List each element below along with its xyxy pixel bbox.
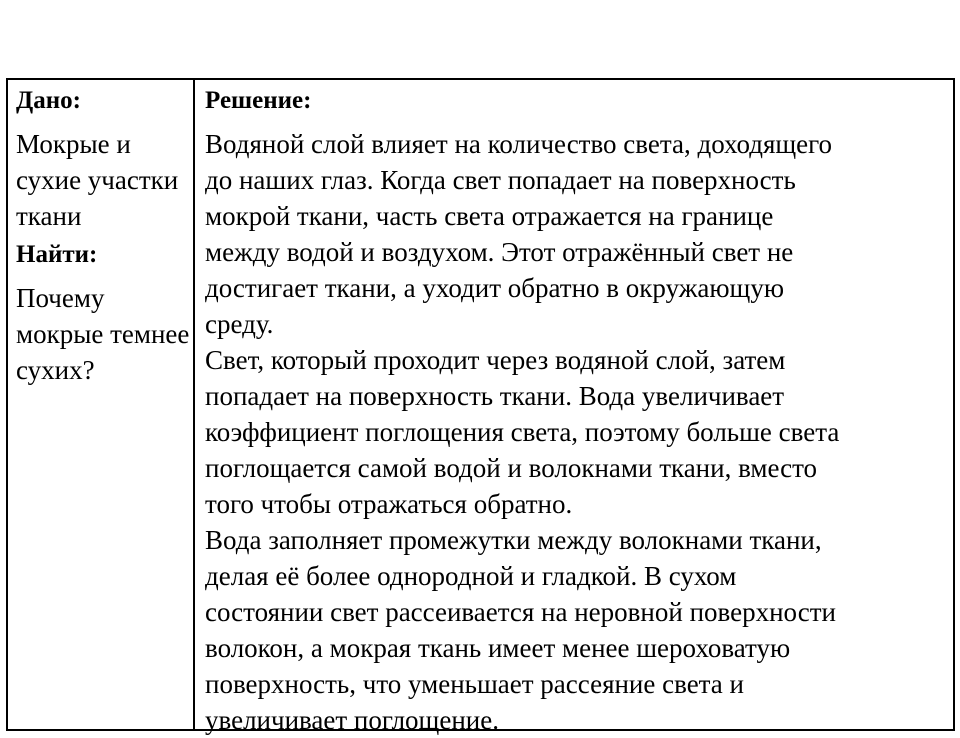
solution-paragraph: Вода заполняет промежутки между волокнами ткани, делая её более однородной и гладкой. В сухом состоянии свет рассеивается на неровной поверхности волокон, а мокрая ткань имеет менее шероховатую поверхность, что уменьшает рассеяние света и увеличивает поглощение. [205, 525, 836, 735]
solution-heading: Решение: [205, 87, 312, 114]
solution-column [195, 80, 953, 735]
given-column [8, 80, 195, 729]
solution-table [6, 78, 955, 735]
solution-paragraph: Свет, который проходит через водяной слой, затем попадает на поверхность ткани. Вода увеличивает коэффициент поглощения света, поэтому больше света поглощается самой водой и волокнами ткани, вместо того чтобы отражаться обратно. [205, 345, 840, 519]
given-text: Мокрые и сухие участки ткани [16, 129, 179, 231]
find-heading: Найти: [16, 241, 98, 268]
solution-body [205, 126, 953, 738]
find-text: Почему мокрые темнее сухих? [16, 283, 190, 385]
given-heading: Дано: [16, 87, 81, 114]
solution-paragraph: Водяной слой влияет на количество света, доходящего до наших глаз. Когда свет попадает на поверхность мокрой ткани, часть света отражается на границе между водой и воздухом. Этот отражённый свет не достигает ткани, а уходит обратно в окружающую среду. [205, 129, 833, 339]
